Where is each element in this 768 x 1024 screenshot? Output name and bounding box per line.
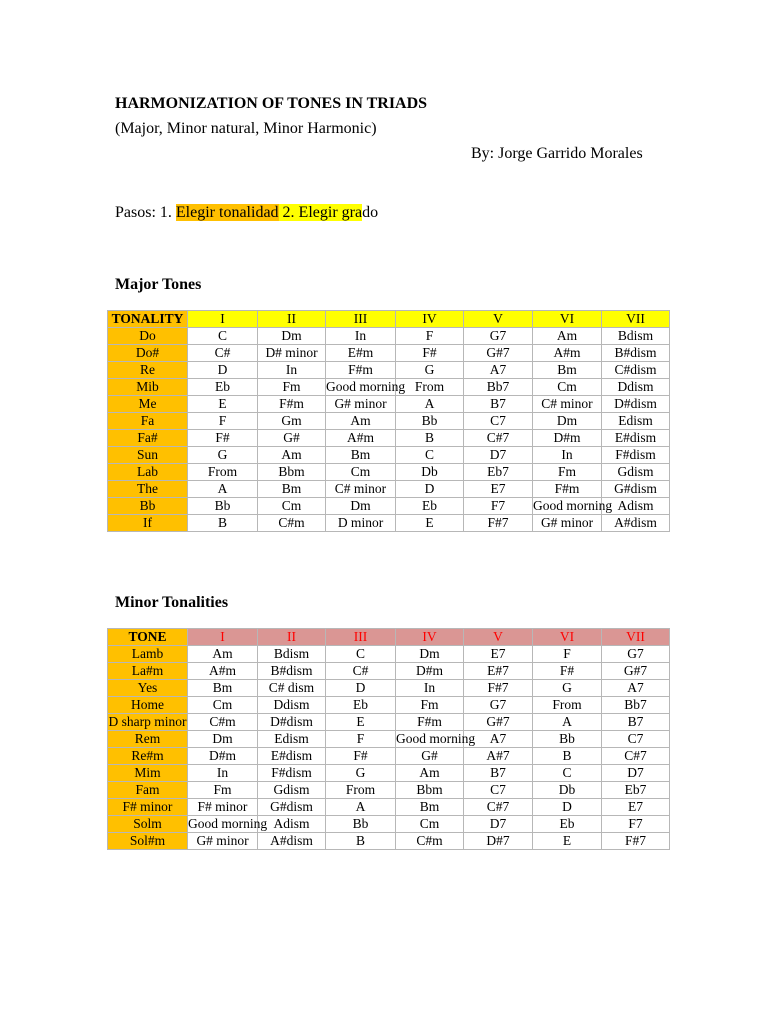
chord-cell: C# minor bbox=[326, 481, 396, 498]
chord-cell: G7 bbox=[602, 646, 670, 663]
chord-cell: Db bbox=[533, 782, 602, 799]
chord-cell: Am bbox=[188, 646, 258, 663]
chord-cell: Bb bbox=[533, 731, 602, 748]
chord-cell: B bbox=[533, 748, 602, 765]
chord-cell: Adism bbox=[602, 498, 670, 515]
key-cell: Fa bbox=[108, 413, 188, 430]
key-cell: Fam bbox=[108, 782, 188, 799]
table-row bbox=[108, 697, 670, 714]
chord-cell: Fm bbox=[188, 782, 258, 799]
chord-cell: F# bbox=[188, 430, 258, 447]
chord-cell: F#7 bbox=[602, 833, 670, 850]
chord-cell: In bbox=[188, 765, 258, 782]
key-cell: Sol#m bbox=[108, 833, 188, 850]
chord-cell: B bbox=[326, 833, 396, 850]
chord-cell: Ddism bbox=[602, 379, 670, 396]
header-cell-degree: IV bbox=[396, 629, 464, 646]
chord-cell: F7 bbox=[464, 498, 533, 515]
chord-cell: F#dism bbox=[602, 447, 670, 464]
chord-cell: Eb7 bbox=[602, 782, 670, 799]
chord-cell: Dm bbox=[396, 646, 464, 663]
chord-cell: From bbox=[533, 697, 602, 714]
chord-cell: Bb bbox=[188, 498, 258, 515]
chord-cell: Fm bbox=[396, 697, 464, 714]
chord-cell: G#7 bbox=[464, 714, 533, 731]
chord-cell: Ddism bbox=[258, 697, 326, 714]
chord-cell: F bbox=[326, 731, 396, 748]
key-cell: Re#m bbox=[108, 748, 188, 765]
table-row bbox=[108, 498, 670, 515]
chord-cell: D#m bbox=[396, 663, 464, 680]
chord-cell: Eb7 bbox=[464, 464, 533, 481]
chord-cell: From bbox=[188, 464, 258, 481]
chord-cell: E7 bbox=[464, 646, 533, 663]
key-cell: Bb bbox=[108, 498, 188, 515]
step-1-highlight: Elegir tonalidad bbox=[175, 204, 279, 221]
chord-cell: C#dism bbox=[602, 362, 670, 379]
chord-cell: F bbox=[533, 646, 602, 663]
chord-cell: From bbox=[396, 379, 464, 396]
table-header-row bbox=[108, 629, 670, 646]
header-cell-degree: VII bbox=[602, 311, 670, 328]
table-row bbox=[108, 782, 670, 799]
chord-cell: D#m bbox=[188, 748, 258, 765]
chord-cell: G#7 bbox=[602, 663, 670, 680]
chord-cell: Am bbox=[396, 765, 464, 782]
chord-cell: Dm bbox=[258, 328, 326, 345]
chord-cell: A bbox=[533, 714, 602, 731]
table-row bbox=[108, 731, 670, 748]
chord-cell: D bbox=[396, 481, 464, 498]
header-cell-degree: VI bbox=[533, 311, 602, 328]
chord-cell: Am bbox=[326, 413, 396, 430]
chord-cell: C7 bbox=[602, 731, 670, 748]
chord-cell: Cm bbox=[396, 816, 464, 833]
key-cell: Fa# bbox=[108, 430, 188, 447]
chord-cell: Eb bbox=[533, 816, 602, 833]
chord-cell: G# bbox=[396, 748, 464, 765]
chord-cell: E#7 bbox=[464, 663, 533, 680]
key-cell: La#m bbox=[108, 663, 188, 680]
chord-cell: Cm bbox=[326, 464, 396, 481]
chord-cell: G7 bbox=[464, 328, 533, 345]
chord-cell: D minor bbox=[326, 515, 396, 532]
chord-cell: F# bbox=[396, 345, 464, 362]
minor-tonalities-table bbox=[107, 628, 670, 850]
chord-cell: B bbox=[188, 515, 258, 532]
chord-cell: In bbox=[326, 328, 396, 345]
chord-cell: A#7 bbox=[464, 748, 533, 765]
chord-cell: F# minor bbox=[188, 799, 258, 816]
chord-cell: Edism bbox=[602, 413, 670, 430]
chord-cell: A bbox=[188, 481, 258, 498]
chord-cell: A#m bbox=[188, 663, 258, 680]
chord-cell: F bbox=[396, 328, 464, 345]
document-subtitle: (Major, Minor natural, Minor Harmonic) bbox=[115, 120, 377, 137]
table-row bbox=[108, 748, 670, 765]
chord-cell: B7 bbox=[602, 714, 670, 731]
key-cell: Mib bbox=[108, 379, 188, 396]
chord-cell: D7 bbox=[464, 816, 533, 833]
header-cell-degree: VII bbox=[602, 629, 670, 646]
chord-cell: Cm bbox=[258, 498, 326, 515]
chord-cell: G#dism bbox=[602, 481, 670, 498]
header-cell-degree: II bbox=[258, 311, 326, 328]
chord-cell: Fm bbox=[258, 379, 326, 396]
chord-cell: C#7 bbox=[602, 748, 670, 765]
key-cell: Do# bbox=[108, 345, 188, 362]
chord-cell: C#7 bbox=[464, 799, 533, 816]
chord-cell: G# bbox=[258, 430, 326, 447]
header-cell-degree: I bbox=[188, 311, 258, 328]
table-row bbox=[108, 714, 670, 731]
chord-cell: F#dism bbox=[258, 765, 326, 782]
chord-cell: Bm bbox=[326, 447, 396, 464]
chord-cell: B7 bbox=[464, 765, 533, 782]
table-row bbox=[108, 515, 670, 532]
chord-cell: D bbox=[533, 799, 602, 816]
chord-cell: C bbox=[396, 447, 464, 464]
chord-cell: A bbox=[326, 799, 396, 816]
key-cell: Solm bbox=[108, 816, 188, 833]
chord-cell: In bbox=[533, 447, 602, 464]
chord-cell: Am bbox=[258, 447, 326, 464]
chord-cell: E7 bbox=[464, 481, 533, 498]
chord-cell: Dm bbox=[188, 731, 258, 748]
table-row bbox=[108, 379, 670, 396]
chord-cell: A7 bbox=[602, 680, 670, 697]
table-row bbox=[108, 833, 670, 850]
key-cell: F# minor bbox=[108, 799, 188, 816]
header-cell-degree: IV bbox=[396, 311, 464, 328]
chord-cell: In bbox=[258, 362, 326, 379]
chord-cell: D7 bbox=[464, 447, 533, 464]
chord-cell: F#7 bbox=[464, 680, 533, 697]
header-cell-degree: VI bbox=[533, 629, 602, 646]
chord-cell: C# bbox=[188, 345, 258, 362]
author-line: By: Jorge Garrido Morales bbox=[471, 145, 643, 162]
chord-cell: A bbox=[396, 396, 464, 413]
chord-cell: G# minor bbox=[188, 833, 258, 850]
table-row bbox=[108, 396, 670, 413]
chord-cell: C bbox=[326, 646, 396, 663]
key-cell: Re bbox=[108, 362, 188, 379]
chord-cell: Bm bbox=[533, 362, 602, 379]
chord-cell: C bbox=[533, 765, 602, 782]
chord-cell: G# minor bbox=[533, 515, 602, 532]
chord-cell: B7 bbox=[464, 396, 533, 413]
minor-tonalities-heading: Minor Tonalities bbox=[115, 594, 229, 611]
table-row bbox=[108, 481, 670, 498]
chord-cell: E bbox=[188, 396, 258, 413]
chord-cell: D#dism bbox=[602, 396, 670, 413]
header-cell-key: TONALITY bbox=[108, 311, 188, 328]
table-header-row bbox=[108, 311, 670, 328]
chord-cell: E#m bbox=[326, 345, 396, 362]
step-2-highlight: 2. Elegir gra bbox=[278, 204, 363, 221]
chord-cell: Dm bbox=[533, 413, 602, 430]
chord-cell: Fm bbox=[533, 464, 602, 481]
table-row bbox=[108, 816, 670, 833]
major-tones-heading: Major Tones bbox=[115, 276, 202, 293]
chord-cell: C# bbox=[326, 663, 396, 680]
table-row bbox=[108, 799, 670, 816]
key-cell: Mim bbox=[108, 765, 188, 782]
major-tones-table bbox=[107, 310, 670, 532]
key-cell: Sun bbox=[108, 447, 188, 464]
chord-cell: G bbox=[396, 362, 464, 379]
chord-cell: G bbox=[326, 765, 396, 782]
chord-cell: From bbox=[326, 782, 396, 799]
key-cell: D sharp minor bbox=[108, 714, 187, 729]
chord-cell: Eb bbox=[188, 379, 258, 396]
chord-cell: G#7 bbox=[464, 345, 533, 362]
key-cell: Home bbox=[108, 697, 188, 714]
chord-cell: F#m bbox=[396, 714, 464, 731]
chord-cell: Edism bbox=[258, 731, 326, 748]
chord-cell: C#m bbox=[258, 515, 326, 532]
chord-cell: Good morning bbox=[533, 498, 613, 513]
chord-cell: Am bbox=[533, 328, 602, 345]
table-row bbox=[108, 345, 670, 362]
chord-cell: E bbox=[533, 833, 602, 850]
chord-cell: F# bbox=[533, 663, 602, 680]
chord-cell: E bbox=[396, 515, 464, 532]
chord-cell: Adism bbox=[258, 816, 326, 833]
chord-cell: E7 bbox=[602, 799, 670, 816]
table-row bbox=[108, 447, 670, 464]
chord-cell: F bbox=[188, 413, 258, 430]
chord-cell: E bbox=[326, 714, 396, 731]
key-cell: Yes bbox=[108, 680, 188, 697]
chord-cell: Bdism bbox=[258, 646, 326, 663]
chord-cell: Bdism bbox=[602, 328, 670, 345]
key-cell: Me bbox=[108, 396, 188, 413]
chord-cell: Bb bbox=[326, 816, 396, 833]
chord-cell: Gdism bbox=[602, 464, 670, 481]
chord-cell: F7 bbox=[602, 816, 670, 833]
document-title: HARMONIZATION OF TONES IN TRIADS bbox=[115, 95, 428, 112]
chord-cell: Bb7 bbox=[464, 379, 533, 396]
chord-cell: Bm bbox=[188, 680, 258, 697]
chord-cell: A#m bbox=[533, 345, 602, 362]
chord-cell: Cm bbox=[533, 379, 602, 396]
key-cell: Rem bbox=[108, 731, 188, 748]
key-cell: Lab bbox=[108, 464, 188, 481]
table-row bbox=[108, 413, 670, 430]
header-cell-degree: V bbox=[464, 311, 533, 328]
chord-cell: F# bbox=[326, 748, 396, 765]
chord-cell: Good morning bbox=[326, 379, 406, 394]
header-cell-degree: III bbox=[326, 629, 396, 646]
chord-cell: G bbox=[188, 447, 258, 464]
chord-cell: G bbox=[533, 680, 602, 697]
chord-cell: A#dism bbox=[258, 833, 326, 850]
chord-cell: Db bbox=[396, 464, 464, 481]
table-row bbox=[108, 765, 670, 782]
header-cell-degree: III bbox=[326, 311, 396, 328]
key-cell: Lamb bbox=[108, 646, 188, 663]
chord-cell: Gdism bbox=[258, 782, 326, 799]
chord-cell: G#dism bbox=[258, 799, 326, 816]
key-cell: Do bbox=[108, 328, 188, 345]
table-row bbox=[108, 328, 670, 345]
header-cell-degree: I bbox=[188, 629, 258, 646]
steps-prefix: Pasos: 1. bbox=[115, 204, 176, 221]
chord-cell: F#m bbox=[533, 481, 602, 498]
chord-cell: C7 bbox=[464, 413, 533, 430]
chord-cell: A#dism bbox=[602, 515, 670, 532]
chord-cell: Bb bbox=[396, 413, 464, 430]
chord-cell: Bb7 bbox=[602, 697, 670, 714]
chord-cell: E#dism bbox=[258, 748, 326, 765]
chord-cell: D bbox=[188, 362, 258, 379]
chord-cell: Bbm bbox=[396, 782, 464, 799]
chord-cell: Bm bbox=[396, 799, 464, 816]
chord-cell: Bm bbox=[258, 481, 326, 498]
chord-cell: C# minor bbox=[533, 396, 602, 413]
table-row bbox=[108, 464, 670, 481]
chord-cell: C#7 bbox=[464, 430, 533, 447]
steps-line bbox=[115, 204, 378, 222]
chord-cell: C#m bbox=[396, 833, 464, 850]
table-row bbox=[108, 663, 670, 680]
chord-cell: Bbm bbox=[258, 464, 326, 481]
chord-cell: F#m bbox=[326, 362, 396, 379]
header-cell-degree: II bbox=[258, 629, 326, 646]
chord-cell: Good morning bbox=[396, 731, 476, 746]
header-cell-key: TONE bbox=[108, 629, 188, 646]
key-cell: The bbox=[108, 481, 188, 498]
chord-cell: B#dism bbox=[602, 345, 670, 362]
chord-cell: C bbox=[188, 328, 258, 345]
chord-cell: G# minor bbox=[326, 396, 396, 413]
chord-cell: D#7 bbox=[464, 833, 533, 850]
chord-cell: D bbox=[326, 680, 396, 697]
chord-cell: Gm bbox=[258, 413, 326, 430]
chord-cell: B#dism bbox=[258, 663, 326, 680]
table-row bbox=[108, 362, 670, 379]
chord-cell: D# minor bbox=[258, 345, 326, 362]
chord-cell: D7 bbox=[602, 765, 670, 782]
table-row bbox=[108, 430, 670, 447]
step-2-rest: do bbox=[362, 204, 379, 221]
chord-cell: Eb bbox=[396, 498, 464, 515]
chord-cell: Eb bbox=[326, 697, 396, 714]
header-cell-degree: V bbox=[464, 629, 533, 646]
chord-cell: A7 bbox=[464, 362, 533, 379]
chord-cell: Good morning bbox=[188, 816, 268, 831]
chord-cell: D#m bbox=[533, 430, 602, 447]
key-cell: If bbox=[108, 515, 188, 532]
chord-cell: C7 bbox=[464, 782, 533, 799]
chord-cell: A7 bbox=[464, 731, 533, 748]
chord-cell: G7 bbox=[464, 697, 533, 714]
chord-cell: F#7 bbox=[464, 515, 533, 532]
chord-cell: F#m bbox=[258, 396, 326, 413]
chord-cell: A#m bbox=[326, 430, 396, 447]
chord-cell: C# dism bbox=[258, 680, 326, 697]
table-row bbox=[108, 680, 670, 697]
chord-cell: D#dism bbox=[258, 714, 326, 731]
chord-cell: E#dism bbox=[602, 430, 670, 447]
chord-cell: B bbox=[396, 430, 464, 447]
table-row bbox=[108, 646, 670, 663]
chord-cell: C#m bbox=[188, 714, 258, 731]
chord-cell: Dm bbox=[326, 498, 396, 515]
chord-cell: In bbox=[396, 680, 464, 697]
chord-cell: Cm bbox=[188, 697, 258, 714]
